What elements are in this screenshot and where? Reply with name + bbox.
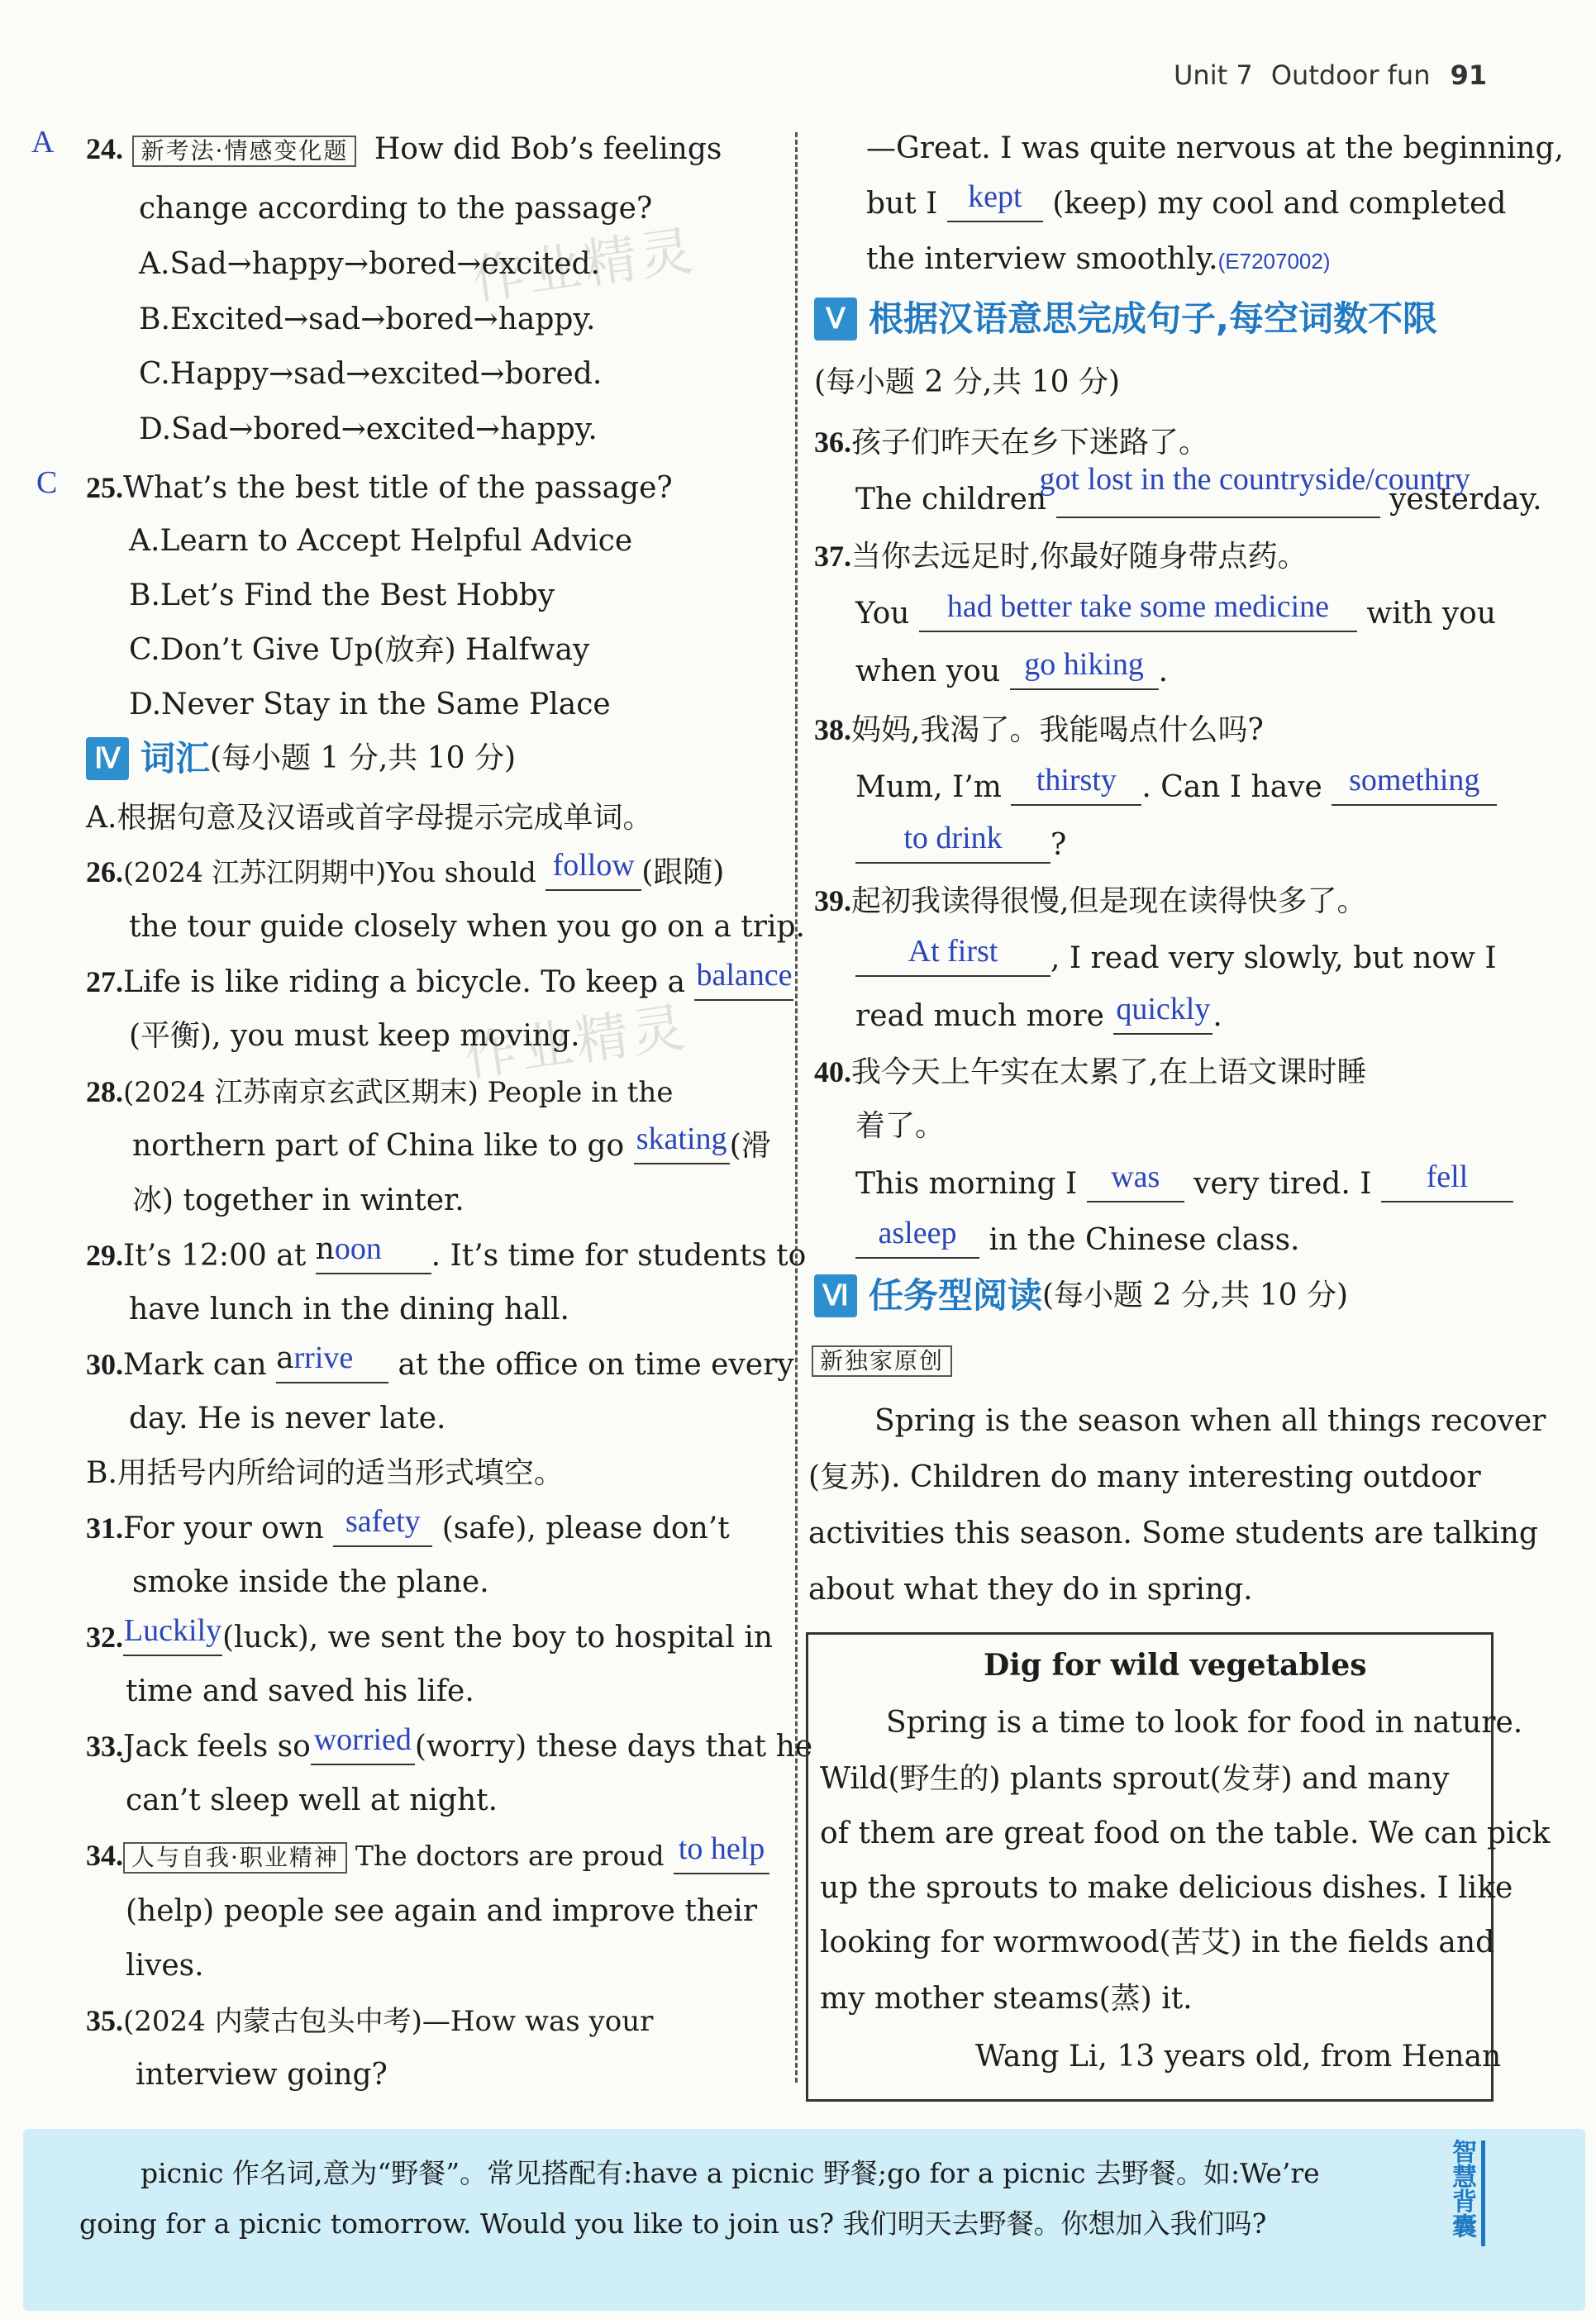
watermark: 作业精灵 [469, 220, 700, 312]
q25-option-b: B.Let’s Find the Best Hobby [129, 579, 555, 612]
q29-line2: have lunch in the dining hall. [129, 1293, 570, 1326]
box-line-4: up the sprouts to make delicious dishes. I like [820, 1871, 1513, 1905]
q30-line1 [86, 1340, 794, 1386]
q26-pre: (2024 江苏江阴期中)You should [123, 856, 536, 888]
q36-chinese: 孩子们昨天在乡下迷路了。 [851, 426, 1209, 460]
q30-pre: Mark can [123, 1348, 267, 1382]
q33-answer: worried [313, 1722, 412, 1757]
q39-en1 [855, 934, 1497, 979]
q29-answer: oon [334, 1231, 382, 1266]
q40-blank1 [1087, 1160, 1184, 1202]
q35-line1 [86, 2000, 653, 2042]
q40-pre: This morning I [855, 1167, 1078, 1201]
q35-cont-pre: but I [866, 187, 938, 221]
q38-en1 [855, 763, 1497, 808]
q37-post2: . [1158, 655, 1169, 688]
section-6-title: 任务型阅读 [869, 1275, 1043, 1316]
q31-post: (safe), please don’t [441, 1512, 730, 1545]
q25-text: What’s the best title of the passage? [123, 471, 673, 505]
q30-post: at the office on time every [398, 1348, 794, 1382]
q34-blank [674, 1831, 769, 1874]
answer-mark-25: C [36, 465, 58, 500]
q36-en [855, 462, 1542, 521]
q28-line2 [132, 1121, 771, 1167]
q30-line2: day. He is never late. [129, 1402, 446, 1436]
q26-answer: follow [552, 848, 635, 883]
q29-blank [315, 1231, 431, 1274]
q32-line2: time and saved his life. [126, 1674, 474, 1708]
section-4-number: Ⅳ [86, 737, 129, 780]
q25-line1 [86, 467, 673, 509]
section-4-score: (每小题 1 分,共 10 分) [210, 741, 517, 775]
q31-pre: For your own [123, 1512, 324, 1545]
q32-number: 32. [86, 1621, 123, 1654]
q34-line1 [86, 1831, 769, 1877]
q37-en1 [855, 589, 1497, 635]
q38-answer3: to drink [903, 821, 1003, 855]
q40-number: 40. [814, 1055, 851, 1088]
q30-answer: rrive [293, 1340, 354, 1375]
q29-letter: n [315, 1232, 335, 1266]
q35-answer: kept [968, 179, 1022, 214]
q25-option-c: C.Don’t Give Up(放弃) Halfway [129, 633, 590, 667]
q34-answer: to help [678, 1831, 765, 1866]
section-5-score: (每小题 2 分,共 10 分) [814, 365, 1121, 399]
q40-mid: very tired. I [1193, 1167, 1372, 1201]
q35-cont-line3 [866, 239, 1331, 282]
q40-en2 [855, 1216, 1300, 1261]
q24-option-a: A.Sad→happy→bored→excited. [139, 247, 600, 281]
q29-number: 29. [86, 1239, 123, 1272]
q26-line2: the tour guide closely when you go on a trip. [129, 910, 805, 944]
q25-option-a: A.Learn to Accept Helpful Advice [129, 524, 633, 558]
q32-line1 [86, 1613, 774, 1659]
intro-line-1: Spring is the season when all things recover [874, 1404, 1546, 1438]
q32-answer: Luckily [123, 1613, 222, 1648]
q37-mid: with you [1366, 597, 1497, 631]
intro-line-4: about what they do in spring. [808, 1573, 1253, 1607]
q31-blank [333, 1504, 432, 1547]
section-6-tag-line [812, 1339, 960, 1380]
q25-option-d: D.Never Stay in the Same Place [129, 688, 611, 721]
q35-line2: interview going? [136, 2058, 388, 2092]
q38-mid: . Can I have [1141, 770, 1322, 804]
section-6-number: Ⅵ [814, 1274, 857, 1317]
section-4-header [86, 736, 516, 782]
q26-post: (跟随) [641, 855, 725, 889]
section-6-header [814, 1273, 1348, 1319]
q30-blank [276, 1340, 388, 1383]
q35-cont-line1: —Great. I was quite nervous at the beginning, [866, 131, 1564, 165]
q39-answer1: At first [908, 934, 998, 969]
q26-number: 26. [86, 855, 123, 888]
q35-cont-post: (keep) my cool and completed [1052, 187, 1507, 221]
q36-answer: got lost in the countryside/country [1039, 462, 1470, 497]
box-line-2: Wild(野生的) plants sprout(发芽) and many [820, 1762, 1450, 1796]
section-6-score: (每小题 2 分,共 10 分) [1042, 1279, 1349, 1312]
q40-blank3 [855, 1216, 979, 1259]
q28-number: 28. [86, 1075, 123, 1108]
q32-blank [123, 1613, 222, 1656]
intro-line-2: (复苏). Children do many interesting outdoor [808, 1460, 1481, 1494]
q27-line1 [86, 958, 793, 1003]
q37-en2 [855, 647, 1169, 693]
q24-option-d: D.Sad→bored→excited→happy. [139, 412, 598, 446]
q36-post: yesterday. [1389, 483, 1542, 517]
q30-letter: a [276, 1341, 294, 1375]
q28-blank [634, 1121, 730, 1164]
q39-pre2: read much more [855, 999, 1104, 1033]
q39-answer2: quickly [1116, 992, 1211, 1026]
q27-answer: balance [696, 958, 793, 993]
q37-answer1: had better take some medicine [946, 589, 1330, 624]
q39-post2: . [1212, 999, 1222, 1033]
q38-number: 38. [814, 713, 851, 746]
q27-pre: Life is like riding a bicycle. To keep a [123, 965, 686, 999]
q33-line1 [86, 1722, 813, 1768]
q34-tag: 人与自我·职业精神 [123, 1842, 347, 1874]
section-5-header [814, 296, 1437, 342]
box-line-1: Spring is a time to look for food in nature. [886, 1706, 1523, 1740]
q37-cn [814, 536, 1307, 578]
intro-line-3: activities this season. Some students are talking [808, 1517, 1538, 1550]
tip-line-2: going for a picnic tomorrow. Would you like to join us? 我们明天去野餐。你想加入我们吗? [79, 2207, 1267, 2240]
q28-pre: (2024 江苏南京玄武区期末) People in the [123, 1076, 674, 1109]
answer-mark-24: A [31, 125, 55, 160]
q24-option-c: C.Happy→sad→excited→bored. [139, 357, 603, 391]
part-a-instruction: A.根据句意及汉语或首字母提示完成单词。 [86, 801, 653, 835]
q39-cn [814, 880, 1366, 922]
q33-number: 33. [86, 1730, 123, 1763]
box-line-6: my mother steams(蒸) it. [820, 1982, 1193, 2016]
q37-answer2: go hiking [1024, 647, 1144, 682]
q28-line2-post: (滑 [729, 1129, 771, 1163]
q33-pre: Jack feels so [123, 1730, 311, 1764]
q35-blank [947, 179, 1043, 222]
q38-answer1: thirsty [1036, 763, 1117, 798]
tip-side-bar [1481, 2140, 1485, 2246]
tip-side-label: 智慧背囊 [1447, 2139, 1476, 2238]
q36-number: 36. [814, 426, 851, 459]
q33-post: (worry) these days that he [414, 1730, 813, 1764]
q34-number: 34. [86, 1839, 123, 1872]
section-6-tag: 新独家原创 [812, 1345, 952, 1377]
q34-line3: lives. [126, 1949, 204, 1983]
q39-blank2 [1113, 992, 1212, 1035]
q31-line2: smoke inside the plane. [132, 1565, 489, 1599]
q31-line1 [86, 1504, 730, 1550]
q38-post3: ? [1051, 828, 1067, 862]
q24-option-b: B.Excited→sad→bored→happy. [139, 302, 596, 336]
q26-line1 [86, 848, 725, 893]
part-b-instruction: B.用括号内所给词的适当形式填空。 [86, 1456, 564, 1490]
tip-line-1: picnic 作名词,意为“野餐”。常见搭配有:have a picnic 野餐;go for a picnic 去野餐。如:We’re [141, 2157, 1320, 2189]
q40-cn2: 着了。 [855, 1109, 946, 1143]
q38-cn [814, 709, 1264, 751]
q40-answer1: was [1111, 1160, 1160, 1194]
q24-line1 [86, 128, 722, 170]
q40-cn1 [814, 1051, 1366, 1093]
q35-pre: (2024 内蒙古包头中考)—How was your [123, 2005, 654, 2038]
q35-number: 35. [86, 2004, 123, 2037]
q30-number: 30. [86, 1348, 123, 1381]
q38-pre: Mum, I’m [855, 770, 1002, 804]
q38-blank2 [1332, 763, 1497, 806]
q40-answer2: fell [1426, 1160, 1469, 1194]
box-title: Dig for wild vegetables [984, 1648, 1367, 1683]
q37-blank1 [919, 589, 1357, 632]
q38-chinese: 妈妈,我渴了。我能喝点什么吗? [851, 713, 1264, 747]
q40-blank2 [1381, 1160, 1513, 1202]
q27-number: 27. [86, 965, 123, 998]
q33-blank [311, 1722, 415, 1765]
q24-text: How did Bob’s feelings [374, 132, 722, 166]
box-signature: Wang Li, 13 years old, from Henan [975, 2040, 1502, 2074]
section-5-title: 根据汉语意思完成句子,每空词数不限 [869, 298, 1437, 339]
q36-pre: The children [855, 483, 1047, 517]
unit-title: Outdoor fun [1270, 60, 1431, 91]
q35-cont-line2 [866, 179, 1507, 225]
q29-post: . It’s time for students to [431, 1239, 807, 1273]
q37-chinese: 当你去远足时,你最好随身带点药。 [851, 540, 1308, 574]
q40-answer3: asleep [878, 1216, 957, 1250]
q24-tag: 新考法·情感变化题 [132, 136, 356, 167]
q37-blank2 [1010, 647, 1159, 690]
page-header [1174, 55, 1487, 96]
q29-pre: It’s 12:00 at [123, 1239, 307, 1273]
q38-blank3 [855, 821, 1051, 864]
q38-answer2: something [1349, 763, 1480, 798]
q31-number: 31. [86, 1512, 123, 1545]
q32-post: (luck), we sent the boy to hospital in [222, 1621, 774, 1655]
q28-answer: skating [636, 1121, 727, 1156]
q27-blank [694, 958, 793, 1001]
q37-number: 37. [814, 540, 851, 573]
box-line-3: of them are great food on the table. We can pick [820, 1817, 1551, 1850]
unit-label: Unit 7 [1174, 60, 1253, 91]
q28-line3: 冰) together in winter. [132, 1183, 465, 1217]
q40-post3: in the Chinese class. [989, 1223, 1300, 1257]
q40-en1 [855, 1160, 1513, 1205]
q31-answer: safety [345, 1504, 421, 1539]
q24-line2: change according to the passage? [139, 192, 653, 226]
q39-chinese: 起初我读得很慢,但是现在读得快多了。 [851, 884, 1367, 918]
q35-cont-text: the interview smoothly. [866, 242, 1218, 276]
q37-pre2: when you [855, 655, 1001, 688]
q40-chinese1: 我今天上午实在太累了,在上语文课时睡 [851, 1055, 1367, 1089]
column-divider [795, 132, 798, 2083]
q34-pre: The doctors are proud [355, 1840, 665, 1872]
q25-number: 25. [86, 471, 123, 504]
q24-number: 24. [86, 132, 123, 165]
box-line-5: looking for wormwood(苦艾) in the fields and [820, 1926, 1495, 1959]
q28-line1 [86, 1071, 673, 1113]
q39-blank1 [855, 934, 1051, 977]
q38-en2 [855, 821, 1067, 866]
section-5-number: Ⅴ [814, 298, 857, 340]
q39-mid: , I read very slowly, but now I [1051, 941, 1497, 975]
q34-line2: (help) people see again and improve their [126, 1894, 758, 1928]
q33-line2: can’t sleep well at night. [126, 1783, 498, 1817]
q36-cn [814, 421, 1208, 464]
q39-en2 [855, 992, 1222, 1037]
q39-number: 39. [814, 884, 851, 917]
q38-blank1 [1011, 763, 1141, 806]
q29-line1 [86, 1231, 807, 1277]
q37-pre: You [855, 597, 910, 631]
page-number: 91 [1450, 60, 1488, 91]
question-code: (E7207002) [1217, 249, 1331, 274]
q27-line2: (平衡), you must keep moving. [129, 1019, 580, 1053]
q26-blank [545, 848, 641, 891]
watermark: 作业精灵 [460, 997, 692, 1089]
q28-line2-pre: northern part of China like to go [132, 1129, 625, 1163]
section-4-title: 词汇 [141, 738, 211, 779]
